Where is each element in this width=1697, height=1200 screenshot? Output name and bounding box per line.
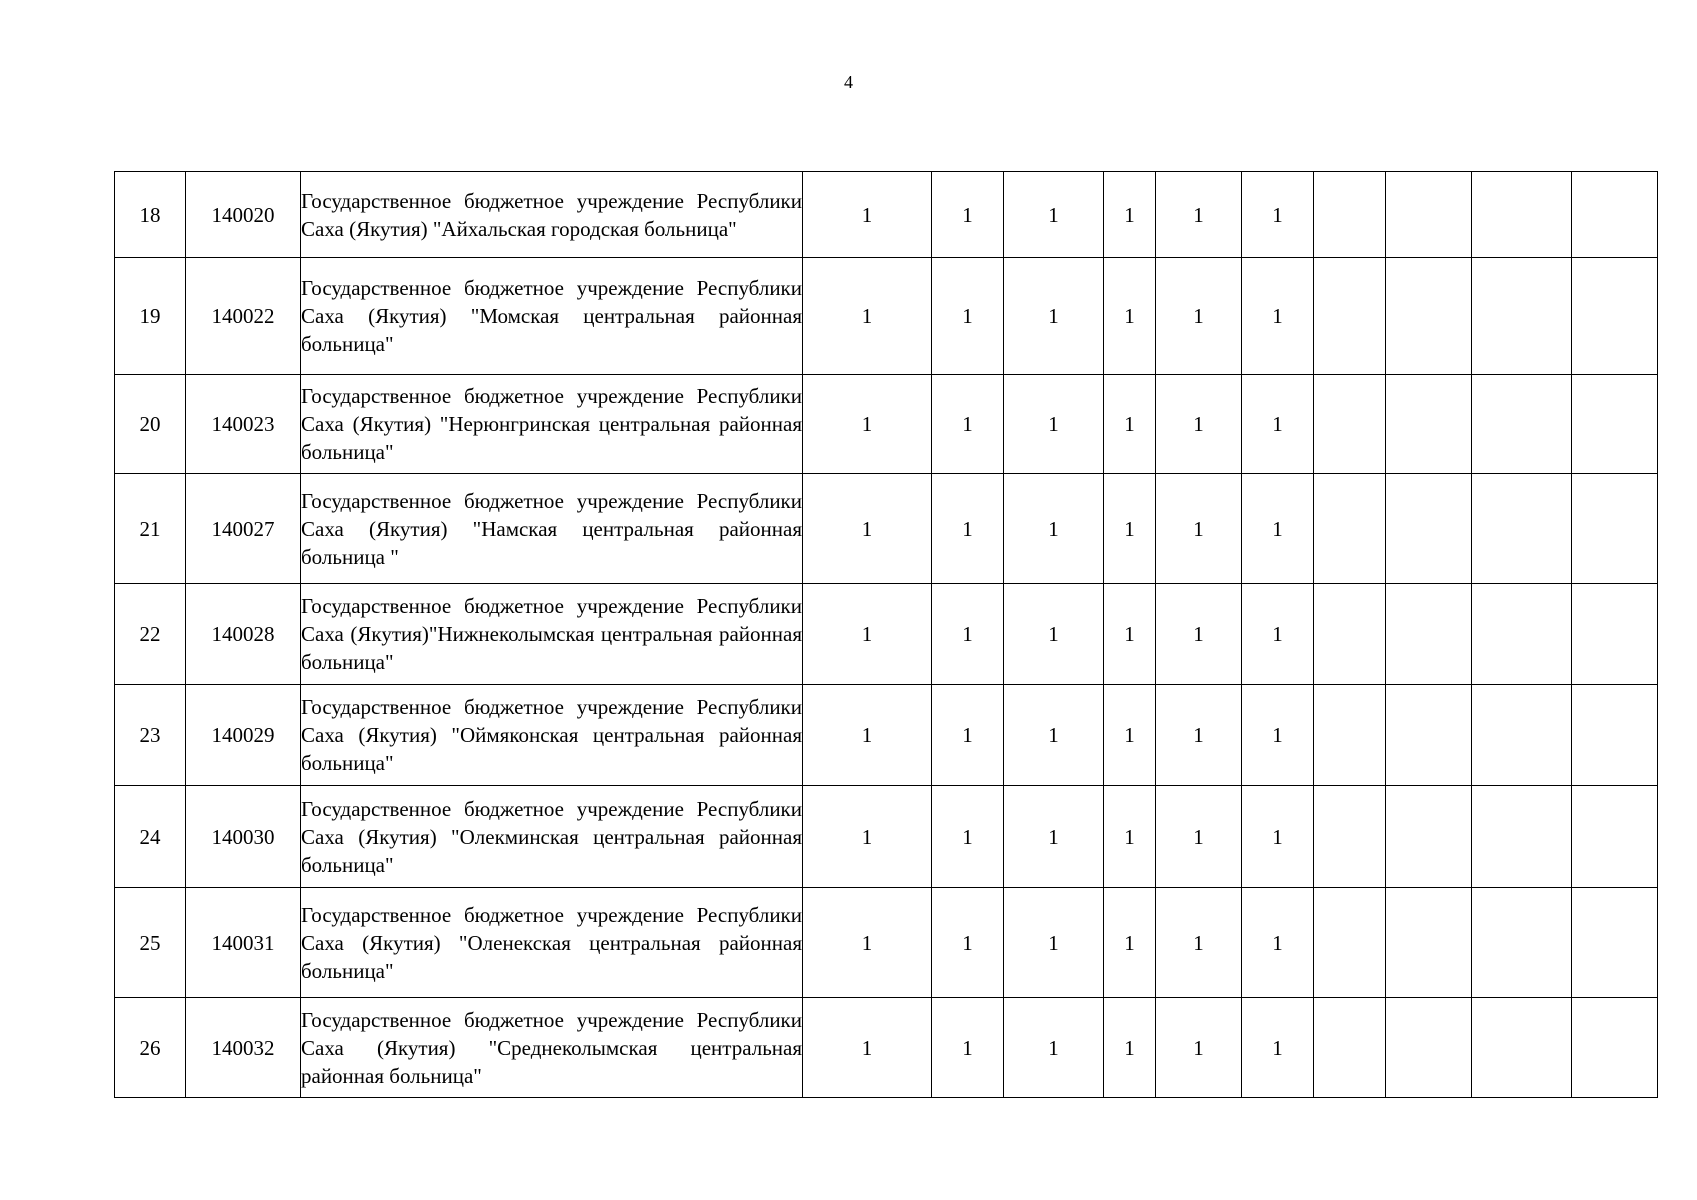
- org-name-cell: Государственное бюджетное учреждение Республики Саха (Якутия) "Айхальская городская больница": [301, 172, 803, 258]
- value-cell: 1: [1004, 786, 1104, 888]
- row-number-cell: 25: [115, 888, 186, 998]
- table-row: [115, 584, 1658, 685]
- empty-cell: [1386, 786, 1472, 888]
- empty-cell: [1314, 786, 1386, 888]
- org-code-cell: 140028: [186, 584, 301, 685]
- empty-cell: [1386, 888, 1472, 998]
- org-code-cell: 140032: [186, 998, 301, 1098]
- table-row: [115, 258, 1658, 375]
- registry-table: [114, 171, 1658, 1098]
- empty-cell: [1314, 172, 1386, 258]
- value-cell: 1: [932, 888, 1004, 998]
- org-code-cell: 140020: [186, 172, 301, 258]
- value-cell: 1: [1242, 375, 1314, 474]
- empty-cell: [1572, 584, 1658, 685]
- org-name-cell: Государственное бюджетное учреждение Республики Саха (Якутия) "Оймяконская центральная районная больница": [301, 685, 803, 786]
- org-code-cell: 140023: [186, 375, 301, 474]
- org-code-cell: 140027: [186, 474, 301, 584]
- table-row: [115, 375, 1658, 474]
- empty-cell: [1572, 786, 1658, 888]
- empty-cell: [1572, 685, 1658, 786]
- value-cell: 1: [1156, 474, 1242, 584]
- empty-cell: [1472, 172, 1572, 258]
- value-cell: 1: [932, 172, 1004, 258]
- value-cell: 1: [932, 584, 1004, 685]
- value-cell: 1: [932, 685, 1004, 786]
- empty-cell: [1386, 375, 1472, 474]
- value-cell: 1: [1242, 998, 1314, 1098]
- value-cell: 1: [1004, 172, 1104, 258]
- value-cell: 1: [1104, 375, 1156, 474]
- empty-cell: [1472, 685, 1572, 786]
- empty-cell: [1314, 584, 1386, 685]
- value-cell: 1: [1156, 172, 1242, 258]
- org-name-cell: Государственное бюджетное учреждение Республики Саха (Якутия) "Среднеколымская центральная районная больница": [301, 998, 803, 1098]
- value-cell: 1: [803, 474, 932, 584]
- empty-cell: [1472, 375, 1572, 474]
- page-number: 4: [844, 72, 853, 92]
- value-cell: 1: [1156, 375, 1242, 474]
- empty-cell: [1472, 258, 1572, 375]
- org-code-cell: 140029: [186, 685, 301, 786]
- value-cell: 1: [932, 375, 1004, 474]
- empty-cell: [1386, 474, 1472, 584]
- empty-cell: [1386, 998, 1472, 1098]
- value-cell: 1: [1104, 172, 1156, 258]
- row-number-cell: 21: [115, 474, 186, 584]
- value-cell: 1: [1156, 685, 1242, 786]
- value-cell: 1: [932, 258, 1004, 375]
- value-cell: 1: [1004, 258, 1104, 375]
- empty-cell: [1314, 888, 1386, 998]
- value-cell: 1: [932, 998, 1004, 1098]
- row-number-cell: 20: [115, 375, 186, 474]
- empty-cell: [1572, 258, 1658, 375]
- value-cell: 1: [803, 375, 932, 474]
- value-cell: 1: [932, 786, 1004, 888]
- empty-cell: [1572, 375, 1658, 474]
- empty-cell: [1386, 584, 1472, 685]
- row-number-cell: 24: [115, 786, 186, 888]
- empty-cell: [1472, 998, 1572, 1098]
- row-number-cell: 22: [115, 584, 186, 685]
- row-number-cell: 18: [115, 172, 186, 258]
- value-cell: 1: [1242, 258, 1314, 375]
- value-cell: 1: [1242, 584, 1314, 685]
- value-cell: 1: [803, 888, 932, 998]
- empty-cell: [1314, 998, 1386, 1098]
- value-cell: 1: [1104, 474, 1156, 584]
- value-cell: 1: [1156, 998, 1242, 1098]
- value-cell: 1: [1242, 888, 1314, 998]
- value-cell: 1: [932, 474, 1004, 584]
- empty-cell: [1572, 998, 1658, 1098]
- value-cell: 1: [1242, 786, 1314, 888]
- org-code-cell: 140031: [186, 888, 301, 998]
- value-cell: 1: [1104, 998, 1156, 1098]
- row-number-cell: 26: [115, 998, 186, 1098]
- value-cell: 1: [1104, 584, 1156, 685]
- value-cell: 1: [1004, 474, 1104, 584]
- empty-cell: [1386, 685, 1472, 786]
- org-code-cell: 140022: [186, 258, 301, 375]
- value-cell: 1: [1242, 474, 1314, 584]
- org-name-cell: Государственное бюджетное учреждение Республики Саха (Якутия) "Олекминская центральная районная больница": [301, 786, 803, 888]
- empty-cell: [1386, 172, 1472, 258]
- value-cell: 1: [1156, 786, 1242, 888]
- value-cell: 1: [1156, 584, 1242, 685]
- table-row: [115, 685, 1658, 786]
- value-cell: 1: [1104, 888, 1156, 998]
- value-cell: 1: [1104, 258, 1156, 375]
- value-cell: 1: [803, 786, 932, 888]
- empty-cell: [1472, 888, 1572, 998]
- value-cell: 1: [1004, 998, 1104, 1098]
- table-row: [115, 998, 1658, 1098]
- value-cell: 1: [803, 685, 932, 786]
- empty-cell: [1472, 474, 1572, 584]
- value-cell: 1: [1242, 685, 1314, 786]
- value-cell: 1: [1242, 172, 1314, 258]
- value-cell: 1: [803, 998, 932, 1098]
- value-cell: 1: [1004, 685, 1104, 786]
- org-name-cell: Государственное бюджетное учреждение Республики Саха (Якутия) "Намская центральная районная больница ": [301, 474, 803, 584]
- org-name-cell: Государственное бюджетное учреждение Республики Саха (Якутия)"Нижнеколымская центральная районная больница": [301, 584, 803, 685]
- row-number-cell: 19: [115, 258, 186, 375]
- empty-cell: [1386, 258, 1472, 375]
- row-number-cell: 23: [115, 685, 186, 786]
- value-cell: 1: [803, 584, 932, 685]
- org-name-cell: Государственное бюджетное учреждение Республики Саха (Якутия) "Нерюнгринская центральная районная больница": [301, 375, 803, 474]
- org-code-cell: 140030: [186, 786, 301, 888]
- value-cell: 1: [1104, 685, 1156, 786]
- value-cell: 1: [803, 258, 932, 375]
- org-name-cell: Государственное бюджетное учреждение Республики Саха (Якутия) "Оленекская центральная районная больница": [301, 888, 803, 998]
- empty-cell: [1314, 474, 1386, 584]
- value-cell: 1: [1004, 375, 1104, 474]
- table-row: [115, 172, 1658, 258]
- org-name-cell: Государственное бюджетное учреждение Республики Саха (Якутия) "Момская центральная районная больница": [301, 258, 803, 375]
- value-cell: 1: [1004, 888, 1104, 998]
- empty-cell: [1314, 258, 1386, 375]
- value-cell: 1: [1004, 584, 1104, 685]
- value-cell: 1: [1156, 888, 1242, 998]
- table-row: [115, 888, 1658, 998]
- empty-cell: [1572, 888, 1658, 998]
- value-cell: 1: [1104, 786, 1156, 888]
- empty-cell: [1314, 685, 1386, 786]
- table-body: [115, 172, 1658, 1098]
- empty-cell: [1572, 474, 1658, 584]
- table-row: [115, 474, 1658, 584]
- empty-cell: [1572, 172, 1658, 258]
- empty-cell: [1472, 584, 1572, 685]
- value-cell: 1: [1156, 258, 1242, 375]
- empty-cell: [1314, 375, 1386, 474]
- empty-cell: [1472, 786, 1572, 888]
- table-row: [115, 786, 1658, 888]
- value-cell: 1: [803, 172, 932, 258]
